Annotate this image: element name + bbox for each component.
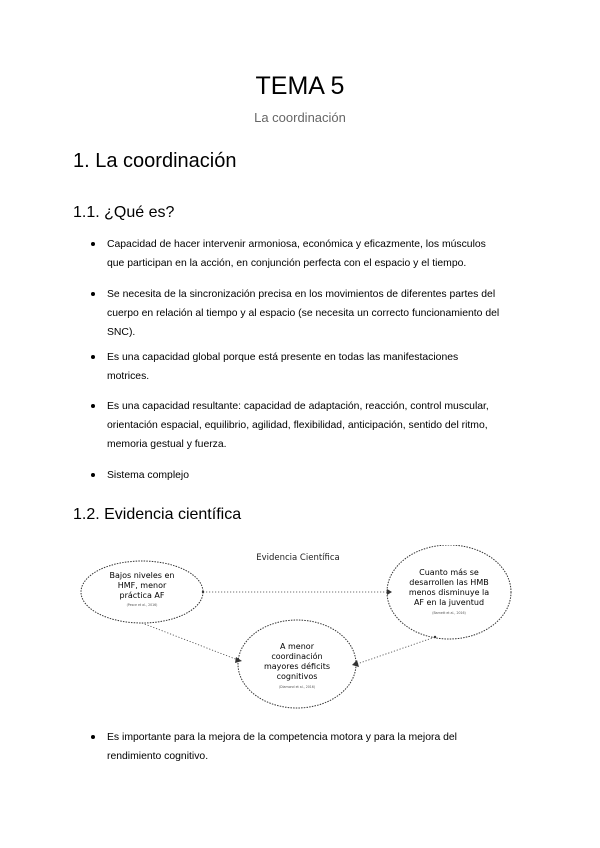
bullet-icon xyxy=(91,242,95,246)
bullet-icon xyxy=(91,473,95,477)
node-citation: (Barnett et al., 2016) xyxy=(432,611,466,615)
list-item xyxy=(107,285,532,342)
subsection-heading-que-es: 1.1. ¿Qué es? xyxy=(73,204,175,221)
list-item-line: Es una capacidad global porque está presente en todas las manifestaciones xyxy=(107,352,459,363)
bullet-icon xyxy=(91,292,95,296)
list-item-line: Es importante para la mejora de la competencia motora y para la mejora del xyxy=(107,732,457,743)
connector-bottom-right xyxy=(357,637,435,664)
node-citation: (Pesce et al., 2016) xyxy=(126,603,158,607)
node-right xyxy=(387,545,511,639)
node-text: Cuanto más se xyxy=(419,568,479,577)
list-item-line: Sistema complejo xyxy=(107,470,190,481)
section-heading: 1. La coordinación xyxy=(73,150,237,172)
node-text: AF en la juventud xyxy=(413,598,485,607)
node-text: menos disminuye la xyxy=(408,588,490,597)
bullet-icon xyxy=(91,355,95,359)
node-text: HMF, menor xyxy=(117,581,167,590)
list-item xyxy=(107,466,532,485)
node-text: práctica AF xyxy=(119,591,165,600)
list-item-line: Capacidad de hacer intervenir armoniosa, económica y eficazmente, los músculos xyxy=(107,239,486,250)
list-item xyxy=(107,235,532,273)
connector-dot xyxy=(434,636,436,638)
list-item xyxy=(107,397,532,454)
node-text: cognitivos xyxy=(276,672,318,681)
node-text: Bajos niveles en xyxy=(109,571,175,580)
evidence-diagram xyxy=(80,545,530,710)
document-title: TEMA 5 xyxy=(255,72,345,100)
connector-left-bottom xyxy=(142,623,238,660)
subsection-heading-evidencia: 1.2. Evidencia científica xyxy=(73,506,242,523)
node-left xyxy=(81,561,203,623)
list-item xyxy=(107,348,532,386)
connector-dot xyxy=(202,591,204,593)
bullet-icon xyxy=(91,404,95,408)
list-item-line: motrices. xyxy=(107,371,150,382)
list-item-line: memoria gestual y fuerza. xyxy=(107,439,227,450)
bullet-icon xyxy=(91,735,95,739)
node-text: desarrollen las HMB xyxy=(409,578,489,587)
node-text: A menor xyxy=(280,642,314,651)
list-item-line: rendimiento cognitivo. xyxy=(107,751,209,762)
document-subtitle: La coordinación xyxy=(254,110,346,125)
diagram-title: Evidencia Científica xyxy=(256,553,340,563)
list-item-line: que participan en la acción, en conjunción perfecta con el espacio y el tiempo. xyxy=(107,258,467,269)
node-text: mayores déficits xyxy=(263,662,331,671)
list-item xyxy=(107,728,532,766)
list-item-line: Se necesita de la sincronización precisa en los movimientos de diferentes partes del xyxy=(107,289,496,300)
node-text: coordinación xyxy=(271,652,323,661)
list-item-line: Es una capacidad resultante: capacidad de adaptación, reacción, control muscular, xyxy=(107,401,489,412)
node-citation: (Diamond et al., 2016) xyxy=(278,685,316,689)
list-item-line: orientación espacial, equilibrio, agilidad, flexibilidad, anticipación, sentido del ritmo, xyxy=(107,420,488,431)
node-bottom xyxy=(238,620,356,708)
list-item-line: cuerpo en relación al tiempo y al espacio (se necesita un correcto funcionamiento del xyxy=(107,308,500,319)
list-item-line: SNC). xyxy=(107,327,136,338)
